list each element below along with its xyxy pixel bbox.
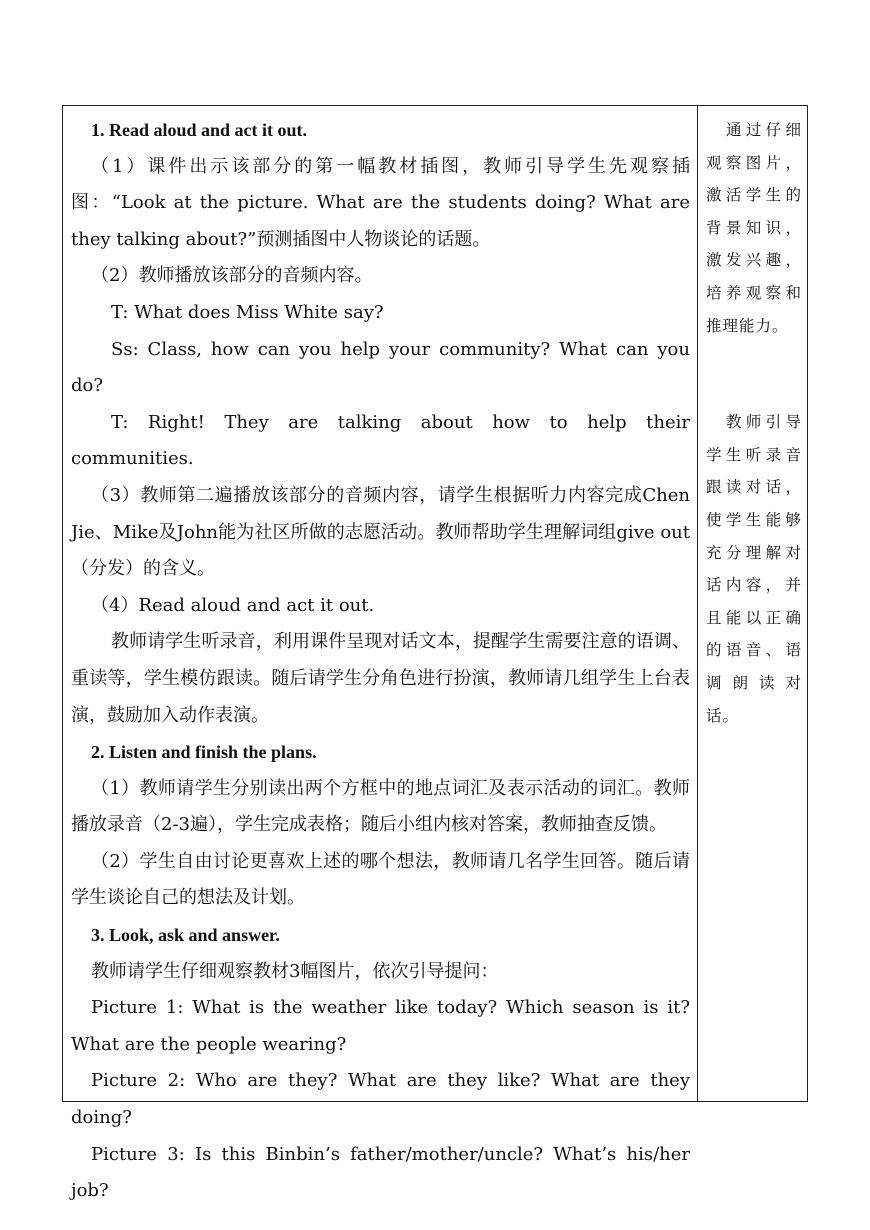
section-heading-read-aloud: 1. Read aloud and act it out. [91,120,308,140]
step-paragraph: （1）教师请学生分别读出两个方框中的地点词汇及表示活动的词汇。教师播放录音（2-3遍），学生完成表格；随后小组内核对答案，教师抽查反馈。 [71,777,690,836]
picture-question: Picture 2: Who are they? What are they like? What are they doing? [71,1070,690,1129]
dialogue-line: Ss: Class, how can you help your community? What can you do? [71,338,690,397]
design-note: 通过仔细观察图片，激活学生的背景知识，激发兴趣，培养观察和推理能力。 [706,121,802,335]
step-paragraph: （1）课件出示该部分的第一幅教材插图，教师引导学生先观察插图：“Look at the picture. What are the students doing? What are they talking about?”预测插图中人物谈论的话题。 [71,155,690,250]
design-intent-cell [698,106,808,1101]
dialogue-line: T: Right! They are talking about how to help their communities. [71,411,690,470]
section-heading-look-ask: 3. Look, ask and answer. [91,925,280,946]
design-note: 教师引导学生听录音跟读对话，使学生能够充分理解对话内容，并且能以正确的语音、语调朗读对话。 [706,413,802,725]
teaching-steps-cell [63,106,697,1202]
step-paragraph: （4）Read aloud and act it out. [91,594,375,616]
lesson-table [62,105,808,1202]
dialogue-line: T: What does Miss White say? [111,301,384,323]
section-heading-listen: 2. Listen and finish the plans. [91,742,317,763]
step-paragraph: （2）学生自由讨论更喜欢上述的哪个想法，教师请几名学生回答。随后请学生谈论自己的想法及计划。 [71,850,690,909]
step-paragraph: （2）教师播放该部分的音频内容。 [91,265,373,287]
picture-question: Picture 3: Is this Binbin’s father/mother/uncle? What’s his/her job? [71,1143,690,1202]
step-paragraph: 教师请学生听录音，利用课件呈现对话文本，提醒学生需要注意的语调、重读等，学生模仿跟读。随后请学生分角色进行扮演，教师请几组学生上台表演，鼓励加入动作表演。 [71,631,690,726]
step-paragraph: （3）教师第二遍播放该部分的音频内容，请学生根据听力内容完成Chen Jie、Mike及John能为社区所做的志愿活动。教师帮助学生理解词组give out（分发）的含义。 [71,484,690,580]
step-paragraph: 教师请学生仔细观察教材3幅图片，依次引导提问： [91,960,499,982]
picture-question: Picture 1: What is the weather like today? Which season is it? What are the people wearing? [71,997,690,1055]
